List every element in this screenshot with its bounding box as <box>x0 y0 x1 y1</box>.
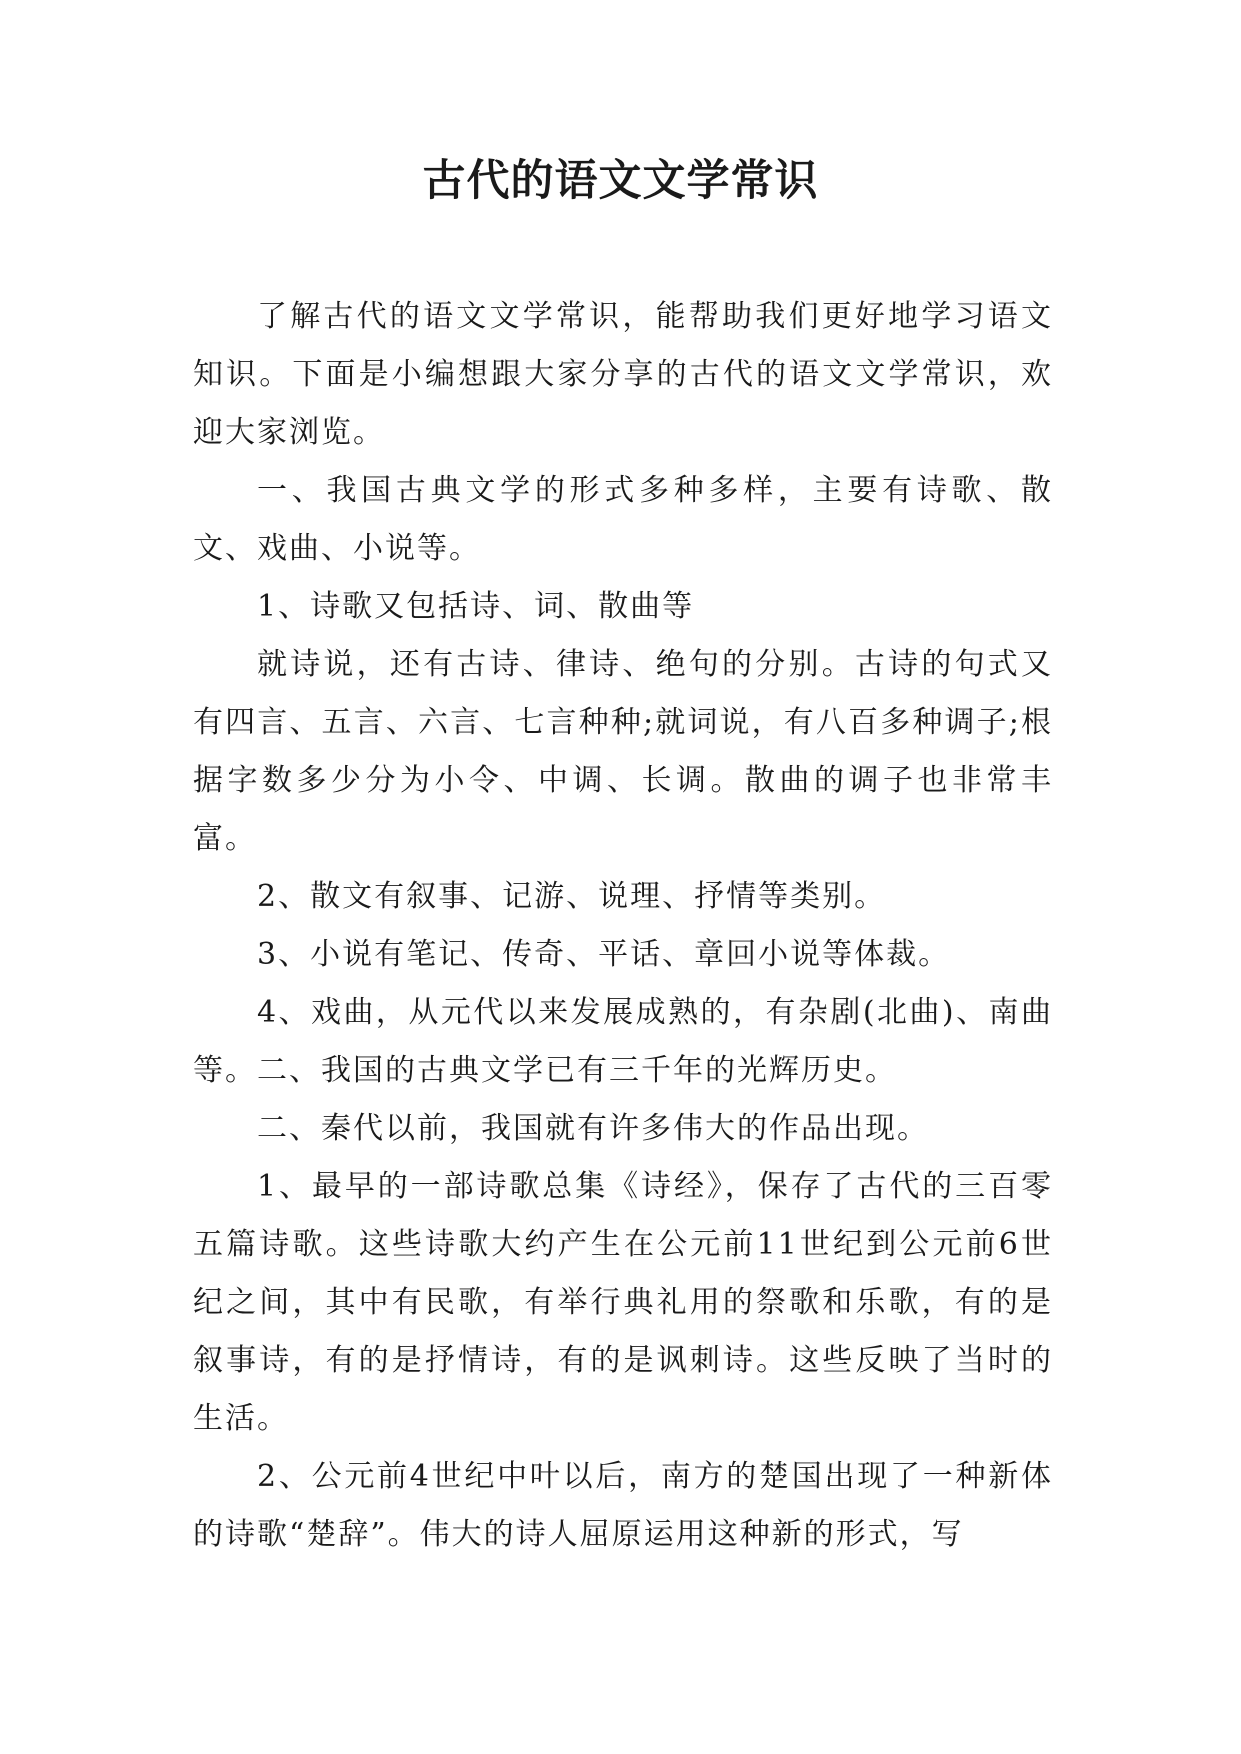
document-title: 古代的语文文学常识 <box>422 156 819 206</box>
paragraph: 了解古代的语文文学常识，能帮助我们更好地学习语文知识。下面是小编想跟大家分享的古代的语文文学常识，欢迎大家浏览。 <box>193 299 1053 450</box>
paragraph: 1、最早的一部诗歌总集《诗经》，保存了古代的三百零五篇诗歌。这些诗歌大约产生在公元前11世纪到公元前6世纪之间，其中有民歌，有举行典礼用的祭歌和乐歌，有的是叙事诗，有的是抒情诗，有的是讽刺诗。这些反映了当时的生活。 <box>193 1169 1053 1436</box>
paragraph: 就诗说，还有古诗、律诗、绝句的分别。古诗的句式又有四言、五言、六言、七言种种;就词说，有八百多种调子;根据字数多少分为小令、中调、长调。散曲的调子也非常丰富。 <box>193 647 1053 856</box>
paragraph: 二、秦代以前，我国就有许多伟大的作品出现。 <box>257 1111 929 1146</box>
paragraph: 4、戏曲，从元代以来发展成熟的，有杂剧(北曲)、南曲等。二、我国的古典文学已有三千年的光辉历史。 <box>193 995 1053 1088</box>
paragraph: 一、我国古典文学的形式多种多样，主要有诗歌、散文、戏曲、小说等。 <box>193 473 1053 566</box>
document-body <box>193 288 1053 1564</box>
paragraph: 2、散文有叙事、记游、说理、抒情等类别。 <box>257 879 887 914</box>
paragraph: 1、诗歌又包括诗、词、散曲等 <box>257 589 695 624</box>
paragraph: 3、小说有笔记、传奇、平话、章回小说等体裁。 <box>257 937 951 972</box>
paragraph: 2、公元前4世纪中叶以后，南方的楚国出现了一种新体的诗歌“楚辞”。伟大的诗人屈原运用这种新的形式，写 <box>193 1459 1053 1552</box>
